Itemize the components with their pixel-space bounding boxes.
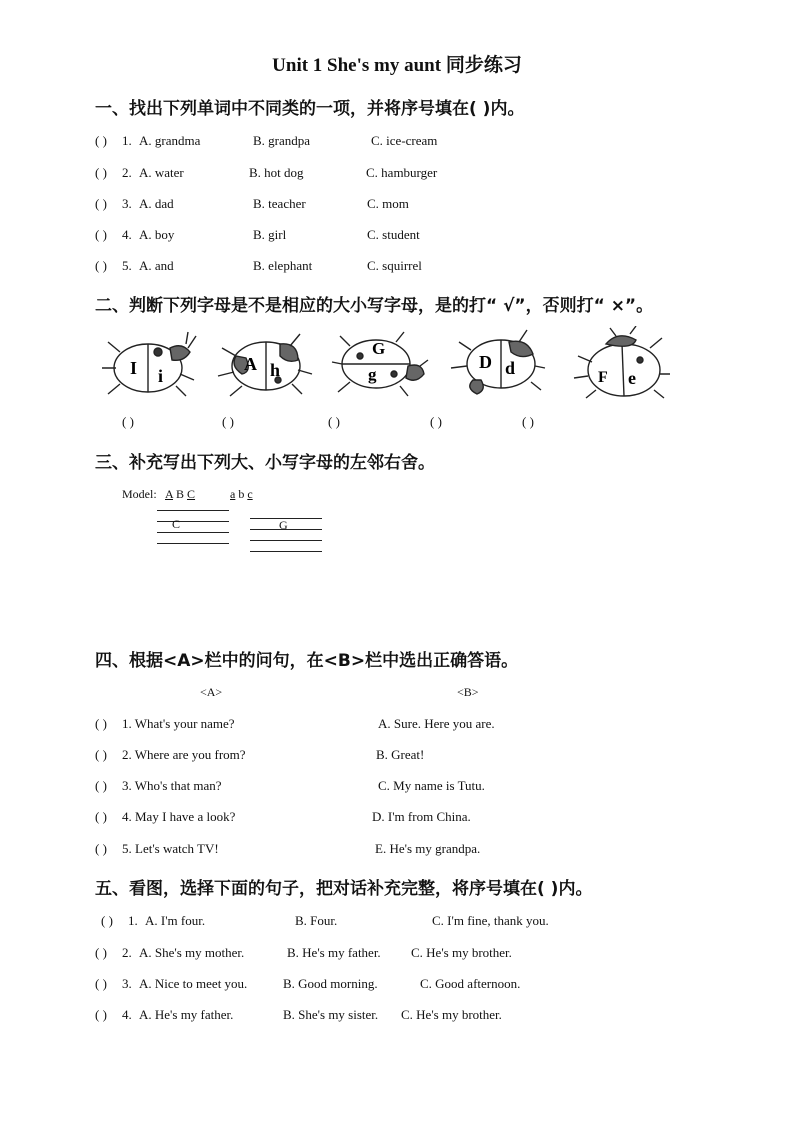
s5-row-4-num: 4. xyxy=(122,1007,132,1022)
s1-row-4-c: C. student xyxy=(367,227,420,242)
model-upper xyxy=(165,487,195,502)
s1-row-5-b: B. elephant xyxy=(253,258,313,273)
page-title: Unit 1 She's my aunt 同步练习 xyxy=(272,55,522,76)
s1-row-1-num: 1. xyxy=(122,133,132,148)
s1-row-2-paren[interactable]: ( ) xyxy=(95,165,107,180)
s1-row-4-b: B. girl xyxy=(253,227,287,242)
s4-row-1-answer: A. Sure. Here you are. xyxy=(378,716,495,731)
s5-row-4-b: B. She's my sister. xyxy=(283,1007,379,1022)
ladybug-1-image xyxy=(100,326,200,401)
model-lower-3: c xyxy=(247,487,253,501)
s5-row-1-num: 1. xyxy=(128,913,138,928)
s1-row-1-c: C. ice-cream xyxy=(371,133,438,148)
s1-row-5-paren[interactable]: ( ) xyxy=(95,258,107,273)
model-upper-3: C xyxy=(187,487,196,501)
s4-row-2-question: 2. Where are you from? xyxy=(122,747,246,762)
writing-line xyxy=(250,540,322,541)
model-upper-2: B xyxy=(176,487,185,501)
s4-row-5-answer: E. He's my grandpa. xyxy=(375,841,481,856)
s1-row-3-b: B. teacher xyxy=(253,196,306,211)
s2-answer-5[interactable]: ( ) xyxy=(522,414,534,429)
section-3-heading: 三、补充写出下列大、小写字母的左邻右舍。 xyxy=(95,453,435,473)
s4-row-3-question: 3. Who's that man? xyxy=(122,778,222,793)
s1-row-2-b: B. hot dog xyxy=(249,165,304,180)
ladybug-5-lower: e xyxy=(628,368,636,388)
column-a-header: <A> xyxy=(200,685,223,699)
section-2-heading: 二、判断下列字母是不是相应的大小写字母，是的打“ √”，否则打“ ×”。 xyxy=(95,296,654,316)
s5-row-3-paren[interactable]: ( ) xyxy=(95,976,107,991)
model-label: Model: xyxy=(122,487,157,501)
s2-answer-3[interactable]: ( ) xyxy=(328,414,340,429)
ladybug-1-lower: i xyxy=(158,366,164,386)
s5-row-1-paren[interactable]: ( ) xyxy=(101,913,113,928)
s5-row-4-a: A. He's my father. xyxy=(139,1007,234,1022)
ladybug-5-upper: F xyxy=(598,369,608,386)
s1-row-1-a: A. grandma xyxy=(139,133,201,148)
s1-row-5-num: 5. xyxy=(122,258,132,273)
s5-row-3-b: B. Good morning. xyxy=(283,976,378,991)
letter-g: G xyxy=(279,518,288,532)
section-1-heading: 一、找出下列单词中不同类的一项，并将序号填在( )内。 xyxy=(95,99,525,119)
s4-row-1-question: 1. What's your name? xyxy=(122,716,235,731)
column-b-header: <B> xyxy=(457,685,479,699)
model-lower-1: a xyxy=(230,487,236,501)
s1-row-3-paren[interactable]: ( ) xyxy=(95,196,107,211)
s5-row-2-a: A. She's my mother. xyxy=(139,945,245,960)
s1-row-2-num: 2. xyxy=(122,165,132,180)
ladybug-1-upper: I xyxy=(130,358,138,378)
s4-row-4-question: 4. May I have a look? xyxy=(122,809,236,824)
s5-row-1-a: A. I'm four. xyxy=(145,913,206,928)
s2-answer-4[interactable]: ( ) xyxy=(430,414,442,429)
ladybug-3-image xyxy=(330,326,430,401)
s5-row-2-c: C. He's my brother. xyxy=(411,945,512,960)
section-4-heading: 四、根据<A>栏中的问句，在<B>栏中选出正确答语。 xyxy=(95,651,519,671)
writing-line xyxy=(157,521,229,522)
s5-row-2-b: B. He's my father. xyxy=(287,945,381,960)
s1-row-4-num: 4. xyxy=(122,227,132,242)
ladybug-2-image xyxy=(214,326,314,401)
s5-row-4-paren[interactable]: ( ) xyxy=(95,1007,107,1022)
s4-row-3-paren[interactable]: ( ) xyxy=(95,778,107,793)
s4-row-4-paren[interactable]: ( ) xyxy=(95,809,107,824)
s1-row-2-c: C. hamburger xyxy=(366,165,438,180)
s1-row-1-b: B. grandpa xyxy=(253,133,311,148)
s1-row-4-paren[interactable]: ( ) xyxy=(95,227,107,242)
s4-row-3-answer: C. My name is Tutu. xyxy=(378,778,485,793)
writing-line xyxy=(157,543,229,544)
s1-row-3-num: 3. xyxy=(122,196,132,211)
letter-c: C xyxy=(172,517,181,531)
writing-line xyxy=(157,532,229,533)
s5-row-2-num: 2. xyxy=(122,945,132,960)
s1-row-1-paren[interactable]: ( ) xyxy=(95,133,107,148)
model-lower xyxy=(230,487,253,502)
s5-row-3-a: A. Nice to meet you. xyxy=(139,976,248,991)
s4-row-5-question: 5. Let's watch TV! xyxy=(122,841,219,856)
writing-line xyxy=(250,551,322,552)
s4-row-1-paren[interactable]: ( ) xyxy=(95,716,107,731)
s2-answer-2[interactable]: ( ) xyxy=(222,414,234,429)
ladybug-5-image xyxy=(570,326,670,401)
ladybug-4-upper: D xyxy=(479,352,492,372)
ladybug-4-lower: d xyxy=(505,358,516,378)
s5-row-2-paren[interactable]: ( ) xyxy=(95,945,107,960)
s1-row-3-a: A. dad xyxy=(139,196,174,211)
s1-row-2-a: A. water xyxy=(139,165,184,180)
s5-row-1-b: B. Four. xyxy=(295,913,338,928)
s1-row-5-a: A. and xyxy=(139,258,174,273)
model-lower-2: b xyxy=(238,487,245,501)
s4-row-5-paren[interactable]: ( ) xyxy=(95,841,107,856)
s5-row-1-c: C. I'm fine, thank you. xyxy=(432,913,549,928)
ladybug-2-lower: h xyxy=(270,360,281,380)
s1-row-4-a: A. boy xyxy=(139,227,175,242)
writing-line xyxy=(157,510,229,511)
s1-row-5-c: C. squirrel xyxy=(367,258,422,273)
ladybug-4-image xyxy=(447,326,547,401)
s1-row-3-c: C. mom xyxy=(367,196,409,211)
ladybug-3-lower: g xyxy=(368,365,377,384)
s5-row-3-num: 3. xyxy=(122,976,132,991)
s5-row-4-c: C. He's my brother. xyxy=(401,1007,502,1022)
s4-row-2-answer: B. Great! xyxy=(376,747,425,762)
s4-row-2-paren[interactable]: ( ) xyxy=(95,747,107,762)
s5-row-3-c: C. Good afternoon. xyxy=(420,976,521,991)
ladybug-2-upper: A xyxy=(244,354,257,374)
s2-answer-1[interactable]: ( ) xyxy=(122,414,134,429)
ladybug-3-upper: G xyxy=(372,339,386,358)
model-upper-1: A xyxy=(165,487,174,501)
s4-row-4-answer: D. I'm from China. xyxy=(372,809,471,824)
section-5-heading: 五、看图，选择下面的句子，把对话补充完整，将序号填在( )内。 xyxy=(95,879,593,899)
